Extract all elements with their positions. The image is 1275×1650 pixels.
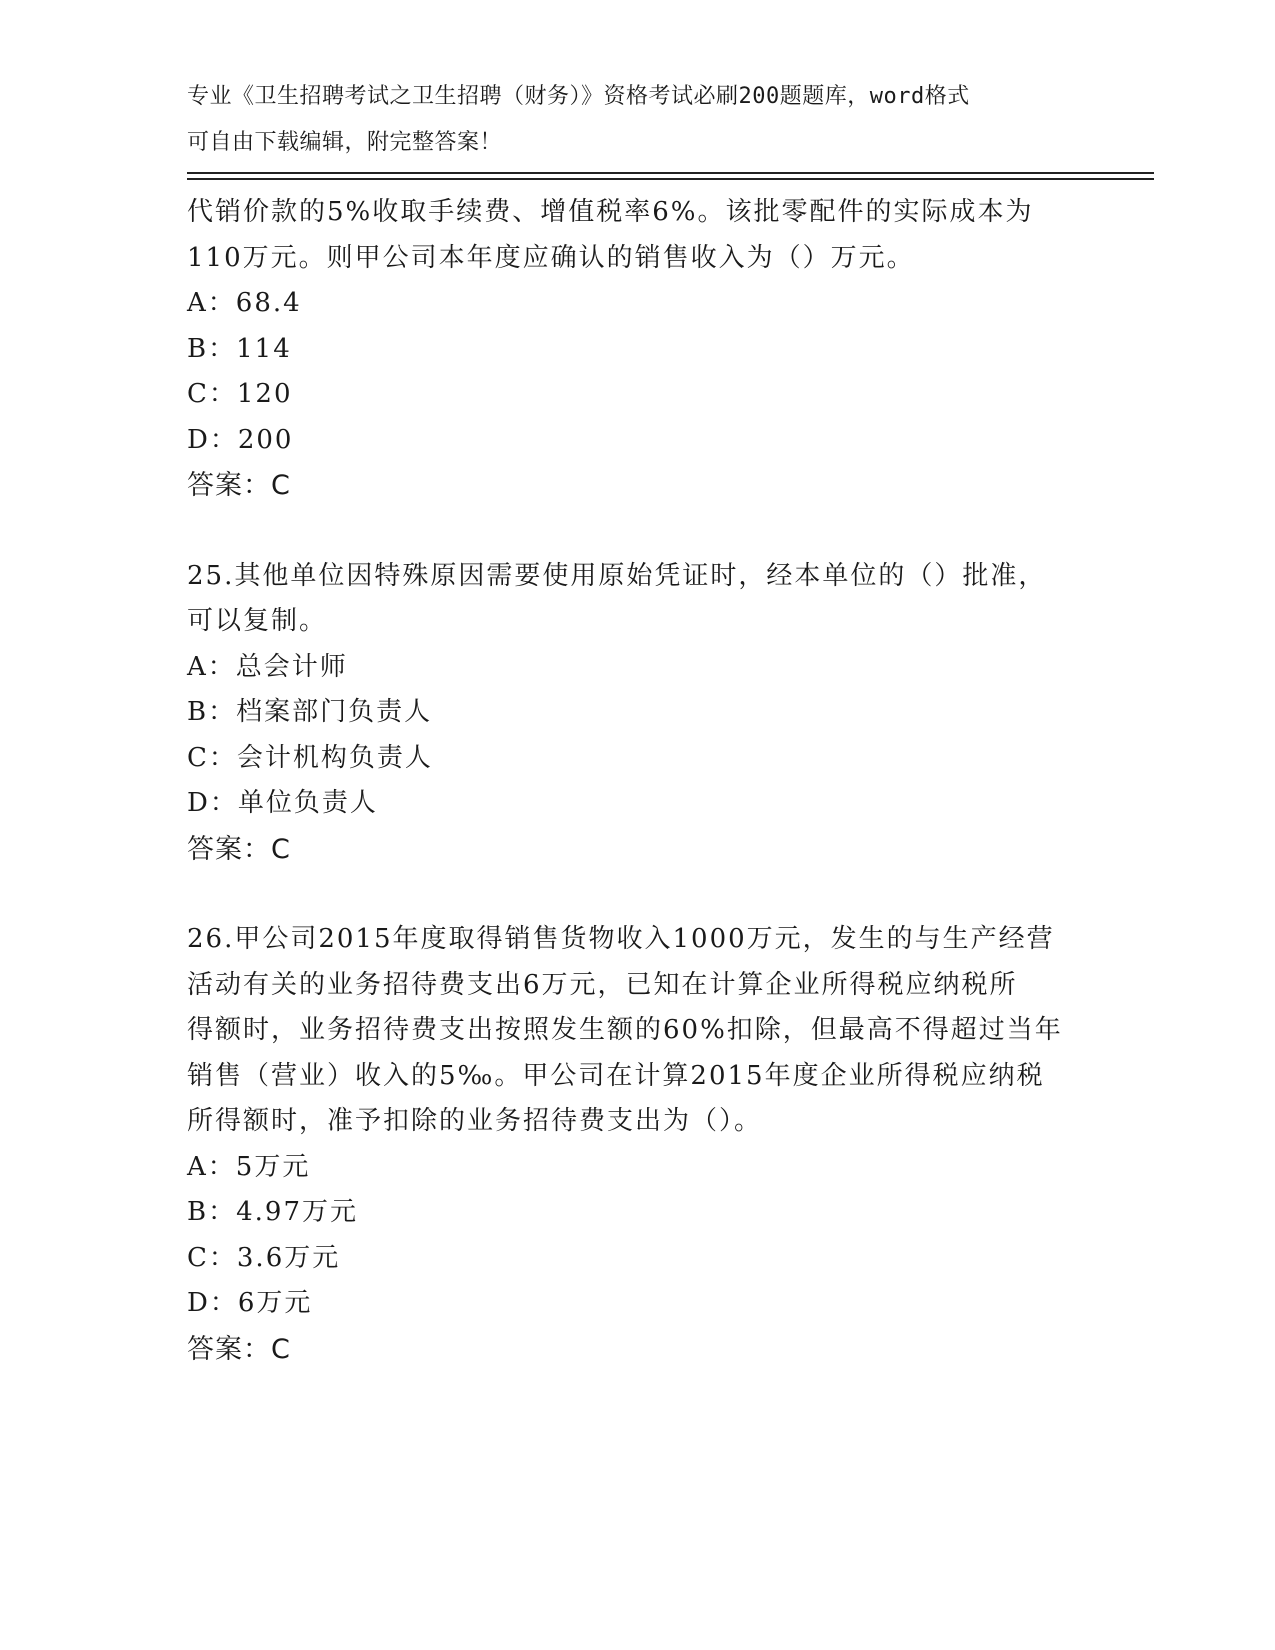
option-d: D：200 [187,424,294,455]
option-b: B：4.97万元 [187,1197,358,1227]
option-b: B：114 [187,333,292,364]
question-text-line: 110万元。则甲公司本年度应确认的销售收入为（）万元。 [187,242,915,273]
question-26 [187,917,1087,1372]
option-a: A：5万元 [187,1151,311,1182]
question-24 [187,190,1087,509]
option-b: B：档案部门负责人 [187,697,433,727]
spacer [187,509,1087,554]
question-text-line: 可以复制。 [187,606,328,636]
option-a: A：总会计师 [187,651,348,682]
option-d: D：6万元 [187,1288,313,1318]
option-a: A：68.4 [187,288,302,318]
question-text-line: 所得额时，准予扣除的业务招待费支出为（）。 [187,1106,763,1136]
question-25 [187,554,1087,873]
header-title-line-1: 专业《卫生招聘考试之卫生招聘（财务）》资格考试必刷200题题库，word格式 [187,84,970,109]
option-c: C：3.6万元 [187,1242,341,1273]
question-text-line: 销售（营业）收入的5‰。甲公司在计算2015年度企业所得税应纳税 [187,1060,1045,1091]
header-divider-top [187,172,1154,174]
answer-label: 答案：C [187,1333,291,1365]
header-title-line-2: 可自由下载编辑，附完整答案！ [187,129,503,155]
header-divider-bottom [187,178,1154,180]
document-header [187,74,1067,165]
question-text-line: 代销价款的5%收取手续费、增值税率6%。该批零配件的实际成本为 [187,197,1034,227]
spacer [187,872,1087,917]
question-text-line: 26.甲公司2015年度取得销售货物收入1000万元，发生的与生产经营 [187,924,1055,954]
question-text-line: 活动有关的业务招待费支出6万元，已知在计算企业所得税应纳税所 [187,969,1018,1000]
option-c: C：会计机构负责人 [187,742,433,773]
option-d: D：单位负责人 [187,788,378,818]
question-text-line: 25.其他单位因特殊原因需要使用原始凭证时，经本单位的（）批准， [187,560,1047,591]
question-text-line: 得额时，业务招待费支出按照发生额的60%扣除，但最高不得超过当年 [187,1015,1063,1045]
answer-label: 答案：C [187,833,291,865]
option-c: C：120 [187,379,293,409]
answer-label: 答案：C [187,470,291,501]
question-list [187,190,1087,1372]
